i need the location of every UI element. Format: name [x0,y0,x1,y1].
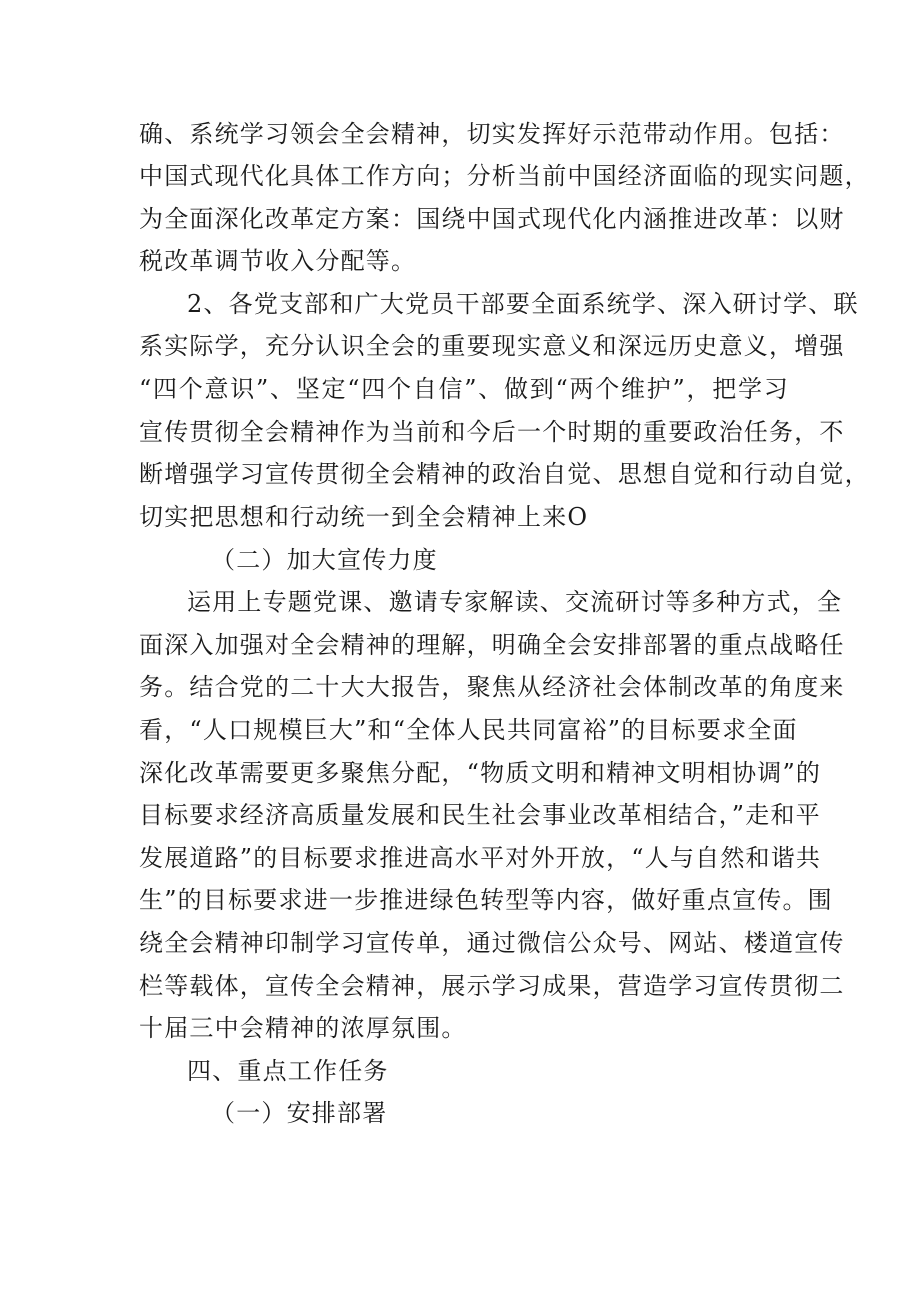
text-line: 面深入加强对全会精神的理解，明确全会安排部署的重点战略任 [139,631,845,659]
text-line: 确、系统学习领会全会精神，切实发挥好示范带动作用。包括： [139,120,845,148]
section-heading: 四、重点工作任务 [187,1057,389,1085]
section-heading: （一）安排部署 [211,1099,388,1127]
text-line: 生”的目标要求进一步推进绿色转型等内容，做好重点宣传。围 [139,886,833,914]
text-line: 宣传贯彻全会精神作为当前和今后一个时期的重要政治任务，不 [139,418,845,446]
text-line: 目标要求经济高质量发展和民生社会事业改革相结合，”走和平 [139,801,821,829]
text-line: 为全面深化改革定方案：国绕中国式现代化内涵推进改革：以财 [139,205,845,233]
section-heading: （二）加大宣传力度 [211,546,438,574]
text-line: 绕全会精神印制学习宣传单，通过微信公众号、网站、楼道宣传 [139,929,845,957]
text-line: 栏等载体，宣传全会精神，展示学习成果，营造学习宣传贯彻二 [139,972,845,1000]
text-line: 深化改革需要更多聚焦分配，“物质文明和精神文明相协调”的 [139,759,822,787]
text-line: 断增强学习宣传贯彻全会精神的政治自觉、思想自觉和行动自觉， [139,460,870,488]
text-line: 切实把思想和行动统一到全会精神上来O [139,503,589,531]
text-line: 运用上专题党课、邀请专家解读、交流研讨等多种方式，全 [187,588,843,616]
text-line: 看，“人口规模巨大”和“全体人民共同富裕”的目标要求全面 [139,716,798,744]
text-line: 中国式现代化具体工作方向；分析当前中国经济面临的现实问题， [139,162,870,190]
text-line: 2、各党支部和广大党员干部要全面系统学、深入研讨学、联 [187,290,859,318]
text-line: 发展道路”的目标要求推进高水平对外开放，“人与自然和谐共 [139,844,822,872]
text-line: 务。结合党的二十大大报告，聚焦从经济社会体制改革的角度来 [139,673,845,701]
text-line: 税改革调节收入分配等。 [139,247,417,275]
text-line: 十届三中会精神的浓厚氛围。 [139,1014,467,1042]
text-line: 系实际学，充分认识全会的重要现实意义和深远历史意义，增强 [139,332,845,360]
text-line: “四个意识”、坚定“四个自信”、做到“两个维护”，把学习 [139,375,789,403]
